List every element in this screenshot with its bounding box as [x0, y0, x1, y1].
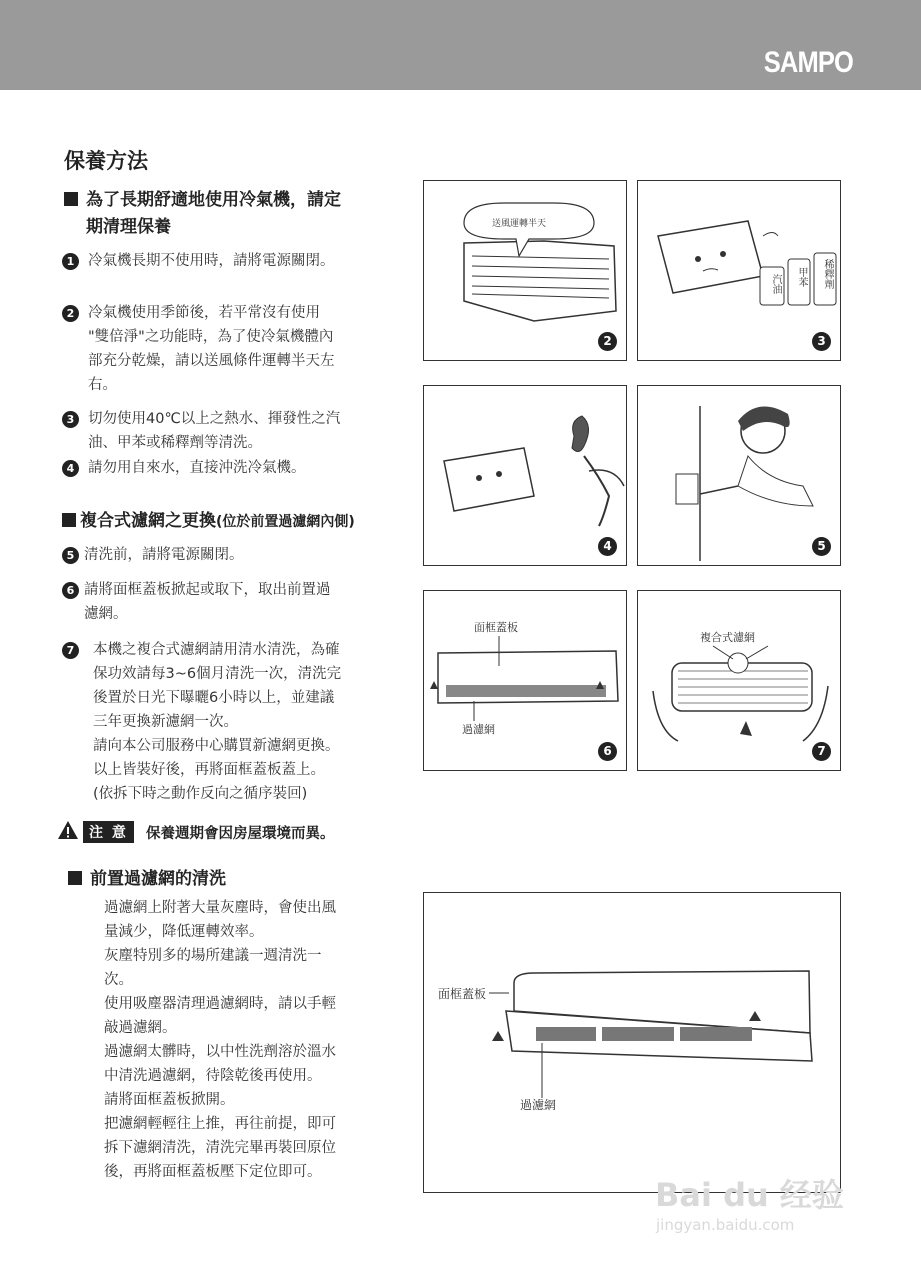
open-front-panel-illustration — [424, 591, 628, 772]
figure-5 — [637, 385, 841, 566]
para-line: 次。 — [104, 972, 133, 988]
para-line: 後，再將面框蓋板壓下定位即可。 — [104, 1164, 322, 1180]
item-line: 以上皆裝好後，再將面框蓋板蓋上。 — [93, 762, 325, 778]
watermark-url: jingyan.baidu.com — [656, 1216, 795, 1234]
item-line: 三年更換新濾網一次。 — [93, 714, 238, 730]
paragraph — [104, 1040, 409, 1088]
item-line: 切勿使用40℃以上之熱水、揮發性之汽 — [88, 411, 341, 427]
section3-body — [104, 896, 409, 1184]
step-number: 3 — [62, 411, 79, 428]
list-item-4 — [62, 456, 402, 480]
watermark-logo: Bai du 经验 — [655, 1176, 844, 1214]
section3-heading — [68, 866, 226, 893]
square-bullet-icon — [62, 513, 76, 527]
figure-number-badge: 7 — [812, 742, 831, 761]
step-number: 1 — [62, 253, 79, 270]
figure-number-badge: 4 — [598, 537, 617, 556]
item-line: 冷氣機使用季節後，若平常沒有使用 — [88, 305, 320, 321]
para-line: 請將面框蓋板掀開。 — [104, 1092, 235, 1108]
label-front-panel: 面框蓋板 — [438, 987, 487, 1001]
figure-7 — [637, 590, 841, 771]
list-item-5 — [62, 543, 402, 567]
item-line: 保功效請每3~6個月清洗一次，清洗完 — [93, 666, 342, 682]
para-line: 灰塵特別多的場所建議一週清洗一 — [104, 948, 322, 964]
item-line: 冷氣機長期不使用時，請將電源關閉。 — [88, 253, 335, 269]
figure-4 — [423, 385, 627, 566]
figure-3 — [637, 180, 841, 361]
para-line: 把濾網輕輕往上推，再往前提，即可 — [104, 1116, 336, 1132]
para-line: 拆下濾網清洗，清洗完畢再裝回原位 — [104, 1140, 336, 1156]
section1-heading-line2: 期清理保養 — [86, 217, 171, 237]
item-line: 後置於日光下曝曬6小時以上，並建議 — [93, 690, 335, 706]
list-item-3 — [62, 407, 402, 455]
section1-heading — [64, 187, 341, 241]
step-number: 5 — [62, 547, 79, 564]
item-line: (依拆下時之動作反向之循序裝回) — [93, 786, 308, 802]
para-line: 量減少，降低運轉效率。 — [104, 924, 264, 940]
list-item-7 — [62, 638, 407, 806]
figure-6 — [423, 590, 627, 771]
figure-number-badge: 5 — [812, 537, 831, 556]
item-line: 請向本公司服務中心購買新濾網更換。 — [93, 738, 340, 754]
ac-water-spray-illustration — [424, 386, 628, 567]
item-line: "雙倍淨"之功能時，為了使冷氣機體內 — [88, 329, 334, 345]
step-number: 6 — [62, 582, 79, 599]
step-number: 4 — [62, 460, 79, 477]
para-line: 過濾網上附著大量灰塵時，會使出風 — [104, 900, 336, 916]
section2-heading-text: 複合式濾網之更換 — [80, 511, 216, 531]
square-bullet-icon — [64, 192, 78, 206]
ac-unit-blowing-illustration — [424, 181, 628, 362]
ac-and-solvents-illustration — [638, 181, 842, 362]
label-filter: 過濾網 — [462, 723, 495, 736]
step-number: 7 — [62, 642, 79, 659]
bottle-label-toluene: 甲苯 — [796, 267, 807, 287]
list-item-1 — [62, 249, 402, 273]
item-line: 油、甲苯或稀釋劑等清洗。 — [88, 435, 262, 451]
section1-heading-line1: 為了長期舒適地使用冷氣機，請定 — [86, 190, 341, 210]
item-line: 本機之複合式濾網請用清水清洗，為確 — [93, 642, 340, 658]
section3-heading-text: 前置過濾網的清洗 — [90, 869, 226, 889]
paragraph — [104, 1088, 409, 1112]
caution-text: 保養週期會因房屋環境而異。 — [146, 826, 335, 842]
page-title: 保養方法 — [64, 149, 148, 173]
figure-number-badge: 3 — [812, 332, 831, 351]
section2-heading — [62, 508, 355, 536]
label-composite-filter: 複合式濾網 — [700, 631, 755, 644]
item-line: 右。 — [88, 377, 117, 393]
bubble-text: 送風運轉半天 — [492, 219, 547, 229]
caution-label: 注 意 — [83, 821, 134, 843]
para-line: 中清洗過濾網，待陰乾後再使用。 — [104, 1068, 322, 1084]
square-bullet-icon — [68, 871, 82, 885]
warning-icon — [57, 820, 79, 840]
section2-heading-note: (位於前置過濾網內側) — [216, 514, 355, 530]
item-line: 濾網。 — [84, 606, 128, 622]
paragraph — [104, 896, 409, 944]
item-line: 部充分乾燥，請以送風條件運轉半天左 — [88, 353, 335, 369]
composite-filter-illustration — [638, 591, 842, 772]
figure-number-badge: 2 — [598, 332, 617, 351]
item-line: 請勿用自來水，直接沖洗冷氣機。 — [88, 460, 306, 476]
figure-2 — [423, 180, 627, 361]
item-line: 清洗前，請將電源關閉。 — [84, 547, 244, 563]
figure-number-badge: 6 — [598, 742, 617, 761]
header-bar — [0, 0, 921, 90]
power-switch-off-illustration — [638, 386, 842, 567]
figure-8-front-filter — [423, 892, 841, 1193]
step-number: 2 — [62, 305, 79, 322]
label-filter: 過濾網 — [520, 1098, 557, 1112]
item-line: 請將面框蓋板掀起或取下，取出前置過 — [84, 582, 331, 598]
paragraph — [104, 944, 409, 992]
list-item-2 — [62, 301, 402, 397]
ac-unit-open-panel-illustration — [424, 893, 842, 1194]
bottle-label-thinner: 稀釋劑 — [822, 259, 833, 289]
bottle-label-gasoline: 汽油 — [770, 274, 781, 294]
paragraph — [104, 992, 409, 1040]
list-item-6 — [62, 578, 402, 626]
paragraph — [104, 1112, 409, 1184]
para-line: 使用吸塵器清理過濾網時，請以手輕 — [104, 996, 336, 1012]
para-line: 過濾網太髒時，以中性洗劑溶於溫水 — [104, 1044, 336, 1060]
para-line: 敲過濾網。 — [104, 1020, 177, 1036]
label-front-panel: 面框蓋板 — [474, 621, 518, 634]
brand-logo: SAMPO — [763, 46, 853, 79]
